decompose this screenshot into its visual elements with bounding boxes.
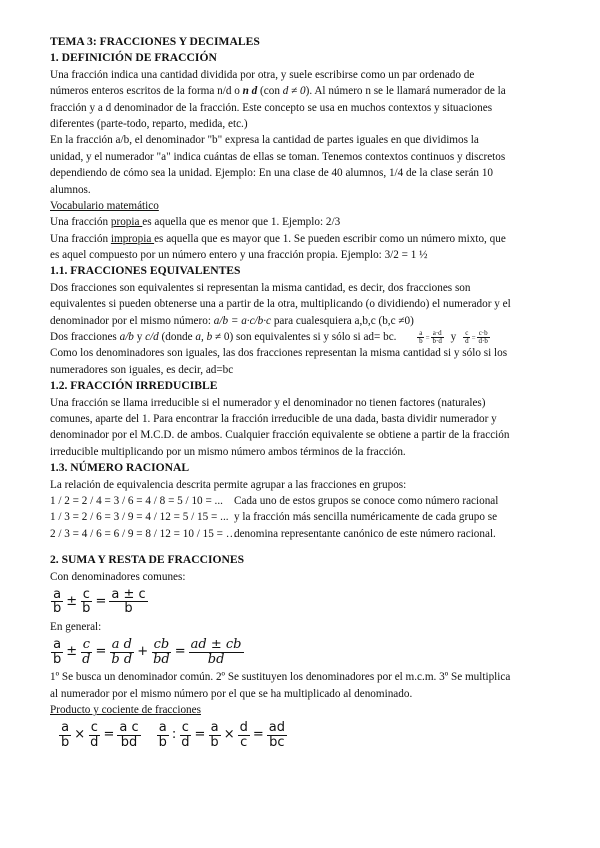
s1-p1-line-2: números enteros escritos de la forma n/d o n d (con d ≠ 0). Al número n se le llamará numerador de la <box>50 85 506 98</box>
s1-p2-line-3: dependiendo de cómo sea la unidad. Ejemplo: En una clase de 40 alumnos, 1/4 de la clase serán 10 <box>50 167 494 180</box>
steps-line-1: 1º Se busca un denominador común. 2º Se sustituyen los denominadores por el m.c.m. 3º Se multiplica <box>50 671 511 684</box>
rational-row-2: 1 / 3 = 2 / 6 = 3 / 9 = 4 / 12 = 5 / 15 = ... y la fracción más sencilla numéricamente de cada grupo se <box>50 511 498 524</box>
general-label: En general: <box>50 620 102 633</box>
section-1-3-heading: 1.3. NÚMERO RACIONAL <box>50 461 190 475</box>
s11-after-line-2: numeradores son iguales, es decir, ad=bc <box>50 363 234 376</box>
s12-line-4: irreducible multiplicando por un mismo número ambos términos de la fracción. <box>50 445 406 458</box>
vocabulary-heading: Vocabulario matemático <box>50 199 159 212</box>
s1-p1-line-4: diferentes (parte-todo, reparto, medida, etc.) <box>50 117 248 130</box>
steps-line-2: al numerador por el mismo número por el que se ha multiplicado al denominado. <box>50 687 413 700</box>
formula-common-denominators: $\frac{a}{b}$ ± $\frac{c}{b}$ = $\frac{a \pm c}{b}$ <box>53 586 146 617</box>
section-1-2-heading: 1.2. FRACCIÓN IRREDUCIBLE <box>50 379 218 393</box>
formula-general-sum: $\frac{a}{b}$ ± $\frac{c}{d}$ = $\frac{\text{a d}}{\text{b d}}$ + $\frac{cb}{bd}$ = $\frac{ad \pm cb}{bd}$ <box>53 637 242 667</box>
section-2-heading: 2. SUMA Y RESTA DE FRACCIONES <box>50 553 245 567</box>
s12-line-2: comunes, aparte del 1. Para encontrar la fracción irreducible de una dada, basta dividir numerador y <box>50 412 497 425</box>
s11-condition: Dos fracciones a/b y c/d (donde a, b ≠ 0) son equivalentes si y sólo si ad= bc. $\frac{a}{b}$ = $\frac{a\cdot d}{b\cdot d}$ y $\frac{c}{d}$ = $\frac{c\cdot b}{d\cdot b}$ <box>50 328 488 345</box>
document-title: TEMA 3: FRACCIONES Y DECIMALES <box>50 35 260 48</box>
product-quotient-heading: Producto y cociente de fracciones <box>50 704 201 717</box>
s11-line-1: Dos fracciones son equivalentes si representan la misma cantidad, es decir, dos fracciones son <box>50 281 471 294</box>
s12-line-1: Una fracción se llama irreducible si el numerador y el denominador no tienen factores (naturales) <box>50 396 486 409</box>
rational-row-3: 2 / 3 = 4 / 6 = 6 / 9 = 8 / 12 = 10 / 15 = … denomina representante canónico de este número racional. <box>50 527 496 540</box>
s1-p1-line-1: Una fracción indica una cantidad dividida por otra, y suele escribirse como un par ordenado de <box>50 68 475 81</box>
document-page <box>50 34 560 752</box>
mini-fraction-c-d: $\frac{c}{d}$ <box>465 328 469 345</box>
s11-line-2: equivalentes si pueden obtenerse una a partir de la otra, multiplicando (o dividiendo) el numerador y el <box>50 298 511 311</box>
impropia-definition: Una fracción impropia es aquella que es mayor que 1. Se pueden escribir como un número mixto, que <box>50 232 506 245</box>
s1-p2-line-4: alumnos. <box>50 183 91 196</box>
rational-row-1: 1 / 2 = 2 / 4 = 3 / 6 = 4 / 8 = 5 / 10 = ... Cada uno de estos grupos se conoce como número racional <box>50 494 499 507</box>
mini-fraction-a-b: $\frac{a}{b}$ <box>419 328 423 345</box>
s13-intro: La relación de equivalencia descrita permite agrupar a las fracciones en grupos: <box>50 478 407 491</box>
s1-p2-line-1: En la fracción a/b, el denominador "b" expresa la cantidad de partes iguales en que dividimos la <box>50 134 479 147</box>
mini-fraction-ad-bd: $\frac{a\cdot d}{b\cdot d}$ <box>432 328 442 345</box>
common-denominators-label: Con denominadores comunes: <box>50 570 186 583</box>
s11-after-line-1: Como los denominadores son iguales, las dos fracciones representan la misma cantidad si y sólo si los <box>50 347 508 360</box>
section-1-1-heading: 1.1. FRACCIONES EQUIVALENTES <box>50 264 241 278</box>
mini-fraction-cb-db: $\frac{c\cdot b}{d\cdot b}$ <box>478 328 488 345</box>
section-1-heading: 1. DEFINICIÓN DE FRACCIÓN <box>50 51 217 65</box>
s11-line-3: denominador por el mismo número: a/b = a·c/b·c para cualesquiera a,b,c (b,c ≠0) <box>50 314 414 327</box>
s1-p1-line-3: fracción y a d denominador de la fracción. Este concepto se usa en muchos contextos y situaciones <box>50 101 493 114</box>
s12-line-3: denominador por el M.C.D. de ambos. Cualquier fracción equivalente se obtiene a partir de la fracción <box>50 429 510 442</box>
formula-product-quotient: $\frac{a}{b}$ × $\frac{c}{d}$ = $\frac{\text{a c}}{bd}$ $\frac{a}{b}$ : $\frac{c}{d}$ = $\frac{a}{b}$ × $\frac{d}{c}$ = $\frac{ad}{bc}$ <box>61 720 285 750</box>
s1-p2-line-2: unidad, y el numerador "a" indica cuántas de ellas se toman. Tenemos contextos continuos y discretos <box>50 150 506 163</box>
impropia-definition-cont: es aquel compuesto por un número entero y una fracción propia. Ejemplo: 3/2 = 1 ½ <box>50 249 428 262</box>
propia-definition: Una fracción propia es aquella que es menor que 1. Ejemplo: 2/3 <box>50 216 341 229</box>
